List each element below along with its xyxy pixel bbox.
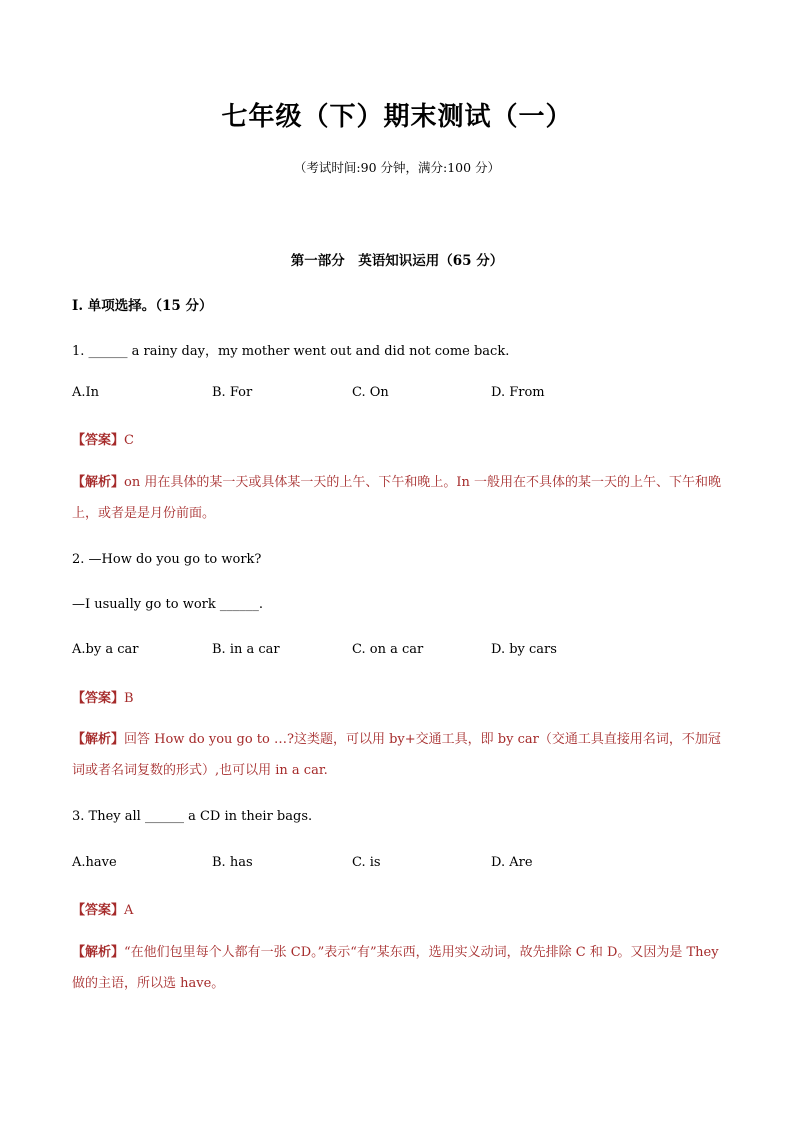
question-3-option-c: C. is — [352, 855, 381, 870]
answer-value: A — [124, 903, 134, 918]
question-3-option-d: D. Are — [491, 855, 533, 870]
analysis-text: “在他们包里每个人都有一张 CD。”表示“有”某东西，选用实义动词，故先排除 C 和 D。又因为是 They 做的主语，所以选 have。 — [72, 945, 719, 991]
question-1-option-d: D. From — [491, 385, 545, 400]
question-2-stem-response: —I usually go to work ______. — [72, 597, 264, 612]
question-3-analysis — [72, 937, 724, 999]
question-1-analysis — [72, 467, 724, 529]
exam-info: （考试时间:90 分钟，满分:100 分） — [293, 160, 501, 175]
analysis-tag: 【解析】 — [72, 732, 125, 747]
question-1-option-a: A.In — [72, 385, 100, 400]
question-1-option-b: B. For — [212, 385, 253, 400]
analysis-text: 回答 How do you go to …?这类题，可以用 by+交通工具，即 by car（交通工具直接用名词，不加冠词或者名词复数的形式）,也可以用 in a car. — [72, 732, 721, 778]
question-2-stem: 2. —How do you go to work? — [72, 552, 262, 567]
question-2-analysis — [72, 724, 724, 786]
page-title: 七年级（下）期末测试（一） — [221, 102, 573, 132]
analysis-tag: 【解析】 — [72, 475, 125, 490]
question-2-option-a: A.by a car — [72, 642, 139, 657]
answer-tag: 【答案】 — [72, 903, 125, 918]
question-3-option-b: B. has — [212, 855, 253, 870]
question-1-option-c: C. On — [352, 385, 389, 400]
question-1-answer — [72, 429, 134, 448]
question-3-answer — [72, 899, 133, 918]
question-2-option-b: B. in a car — [212, 642, 280, 657]
answer-tag: 【答案】 — [72, 433, 125, 448]
answer-value: C — [124, 433, 134, 448]
answer-value: B — [124, 691, 134, 706]
analysis-tag: 【解析】 — [72, 945, 125, 960]
question-1-stem: 1. ______ a rainy day，my mother went out and did not come back. — [72, 344, 510, 359]
question-2-answer — [72, 687, 134, 706]
answer-tag: 【答案】 — [72, 691, 125, 706]
question-2-option-d: D. by cars — [491, 642, 557, 657]
question-2-option-c: C. on a car — [352, 642, 424, 657]
part-heading: 第一部分 英语知识运用（65 分） — [290, 253, 504, 269]
question-3-option-a: A.have — [72, 855, 117, 870]
section-heading: Ⅰ. 单项选择。（15 分） — [72, 298, 213, 314]
analysis-text: on 用在具体的某一天或具体某一天的上午、下午和晚上。In 一般用在不具体的某一天的上午、下午和晚上，或者是是月份前面。 — [72, 475, 721, 521]
question-3-stem: 3. They all ______ a CD in their bags. — [72, 809, 313, 824]
